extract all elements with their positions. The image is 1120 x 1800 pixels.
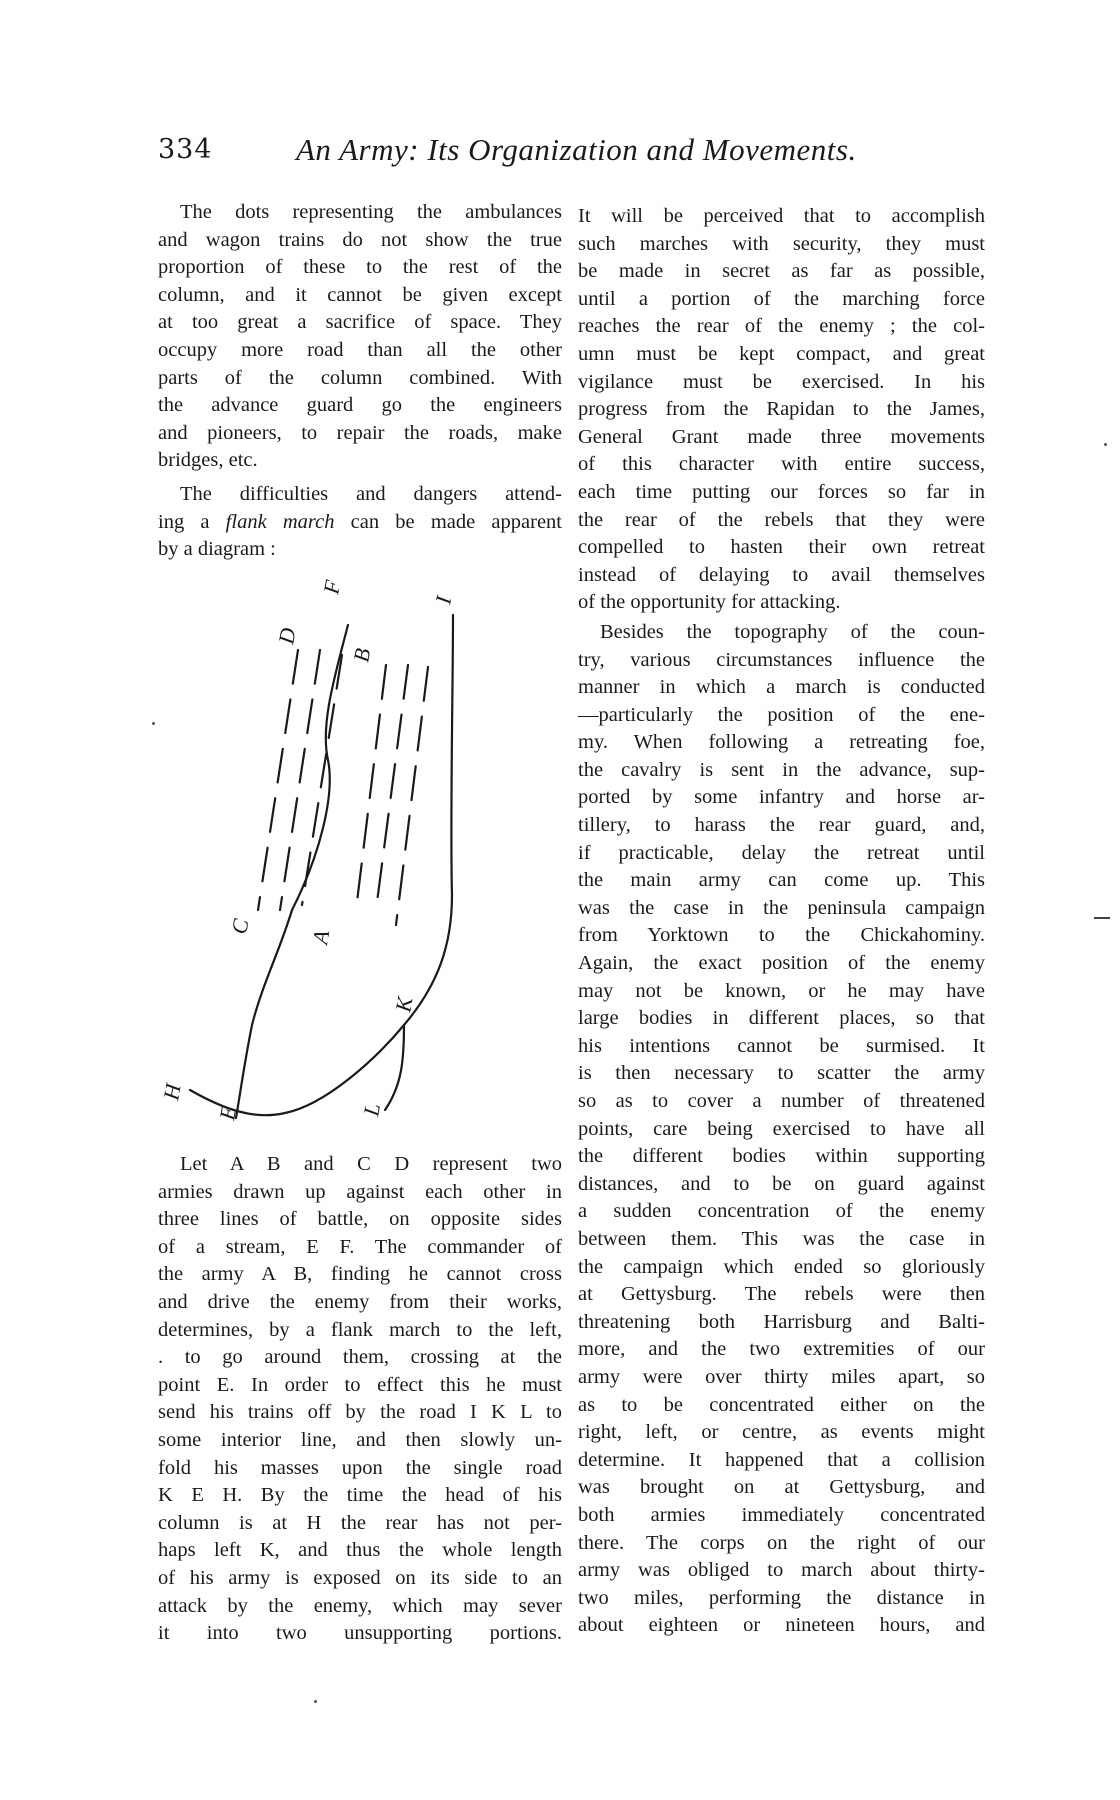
text-line: of a stream, E F. The commander of [158, 1235, 562, 1258]
text-line: large bodies in different places, so that [578, 1007, 985, 1030]
text-line: K E H. By the time the head of his [158, 1484, 562, 1507]
text-line: —particularly the position of the ene- [578, 703, 985, 726]
text-line: between them. This was the case in [578, 1227, 985, 1250]
page-number: 334 [158, 134, 213, 165]
text-line: Let A B and C D represent two [180, 1153, 562, 1175]
text-line: right, left, or centre, as events might [578, 1421, 985, 1444]
text-line: my. When following a retreating foe, [578, 731, 985, 754]
label-i: I [430, 594, 457, 606]
text-line: determines, by a flank march to the left, [158, 1318, 562, 1341]
text-line: the main army can come up. This [578, 869, 985, 892]
flank-march-term: flank march [225, 510, 335, 533]
label-k: K [390, 995, 418, 1014]
text-line: there. The corps on the right of our [578, 1531, 985, 1554]
text-line: column, and it cannot be given except [158, 283, 562, 306]
text-line: General Grant made three movements [578, 425, 985, 448]
left-column [158, 199, 562, 564]
battle-line [280, 650, 320, 910]
scan-speck [152, 722, 155, 725]
road-kl [385, 1025, 404, 1110]
text-run: can be made apparent [334, 510, 562, 533]
text-line: and drive the enemy from their works, [158, 1290, 562, 1313]
text-line: and pioneers, to repair the roads, make [158, 421, 562, 444]
label-e: E [214, 1104, 242, 1122]
paragraph-ambulances [158, 199, 562, 475]
text-line: two miles, performing the distance in [578, 1586, 985, 1609]
text-line: it into two unsupporting portions. [158, 1622, 562, 1645]
text-line: the rear of the rebels that they were [578, 508, 985, 531]
text-line: both armies immediately concentrated [578, 1503, 985, 1526]
text-line [158, 509, 562, 537]
flank-march-diagram [158, 565, 550, 1140]
text-line: be made in secret as far as possible, [578, 260, 985, 283]
text-line: of this character with entire success, [578, 453, 985, 476]
text-line: the army A B, finding he cannot cross [158, 1263, 562, 1286]
text-line: determine. It happened that a collision [578, 1448, 985, 1471]
text-line: at too great a sacrifice of space. They [158, 311, 562, 334]
scan-speck [314, 1700, 317, 1703]
paragraph-topography [578, 619, 985, 1640]
text-line: points, care being exercised to have all [578, 1117, 985, 1140]
text-line: is then necessary to scatter the army [578, 1062, 985, 1085]
text-line: tillery, to harass the rear guard, and, [578, 814, 985, 837]
text-line: Besides the topography of the coun- [600, 620, 985, 643]
text-line: occupy more road than all the other [158, 338, 562, 361]
text-line: The difficulties and dangers attend- [180, 482, 562, 505]
label-d: D [273, 625, 301, 646]
text-line: manner in which a march is conducted [578, 676, 985, 699]
road-ik [404, 615, 453, 1025]
text-line: army was obliged to march about thirty- [578, 1559, 985, 1582]
text-line: The dots representing the ambulances [180, 201, 562, 223]
text-line: fold his masses upon the single road [158, 1456, 562, 1479]
text-line: armies drawn up against each other in [158, 1180, 562, 1203]
battle-line [258, 650, 298, 910]
text-line: a sudden concentration of the enemy [578, 1200, 985, 1223]
text-line: three lines of battle, on opposite sides [158, 1208, 562, 1231]
text-line: at Gettysburg. The rebels were then [578, 1283, 985, 1306]
army-ab-lines [356, 665, 428, 925]
text-line: if practicable, delay the retreat until [578, 841, 985, 864]
text-line: of his army is exposed on its side to an [158, 1566, 562, 1589]
text-line: It will be perceived that to accomplish [578, 205, 985, 227]
label-c: C [226, 917, 254, 936]
text-line: may not be known, or he may have [578, 979, 985, 1002]
label-h: H [158, 1081, 186, 1102]
battle-line [302, 655, 342, 905]
text-line: point E. In order to effect this he must [158, 1373, 562, 1396]
text-line: the cavalry is sent in the advance, sup- [578, 758, 985, 781]
left-column-lower [158, 1151, 562, 1648]
scan-speck [1104, 443, 1107, 446]
text-line: as to be concentrated either on the [578, 1393, 985, 1416]
text-line: of the opportunity for attacking. [578, 591, 841, 614]
text-run: ing a [158, 510, 226, 533]
text-line: haps left K, and thus the whole length [158, 1539, 562, 1562]
text-line: by a diagram : [158, 538, 276, 561]
text-line: send his trains off by the road I K L to [158, 1401, 562, 1424]
label-f: F [318, 578, 346, 596]
text-line: threatening both Harrisburg and Balti- [578, 1310, 985, 1333]
text-line: his intentions cannot be surmised. It [578, 1034, 985, 1057]
text-line: about eighteen or nineteen hours, and [578, 1614, 985, 1637]
text-line: proportion of these to the rest of the [158, 256, 562, 279]
text-line: the advance guard go the engineers [158, 394, 562, 417]
text-line: the campaign which ended so gloriously [578, 1255, 985, 1278]
text-line: more, and the two extremities of our [578, 1338, 985, 1361]
text-line: and wagon trains do not show the true [158, 228, 562, 251]
battle-line [396, 667, 428, 925]
text-line: progress from the Rapidan to the James, [578, 398, 985, 421]
right-column [578, 203, 985, 1640]
text-line: . to go around them, crossing at the [158, 1346, 562, 1369]
text-line: try, various circumstances influence the [578, 648, 985, 671]
text-line: from Yorktown to the Chickahominy. [578, 924, 985, 947]
text-line: umn must be kept compact, and great [578, 342, 985, 365]
label-b: B [348, 646, 376, 664]
stream-ef [236, 625, 348, 1118]
text-line: some interior line, and then slowly un- [158, 1428, 562, 1451]
paragraph-secret-marches [578, 203, 985, 617]
text-line: compelled to hasten their own retreat [578, 536, 985, 559]
text-line: reaches the rear of the enemy ; the col- [578, 315, 985, 338]
text-line: vigilance must be exercised. In his [578, 370, 985, 393]
text-line: the different bodies within supporting [578, 1145, 985, 1168]
paragraph-let-ab-cd [158, 1151, 562, 1648]
text-line: ported by some infantry and horse ar- [578, 786, 985, 809]
text-line: was brought on at Gettysburg, and [578, 1476, 985, 1499]
text-line: column is at H the rear has not per- [158, 1511, 562, 1534]
road-keh [190, 1025, 404, 1115]
label-a: A [307, 928, 335, 946]
running-title: An Army: Its Organization and Movements. [296, 132, 857, 167]
text-line: distances, and to be on guard against [578, 1172, 985, 1195]
label-l: L [358, 1101, 386, 1118]
text-line: each time putting our forces so far in [578, 480, 985, 503]
text-line: attack by the enemy, which may sever [158, 1594, 562, 1617]
text-line: so as to cover a number of threatened [578, 1090, 985, 1112]
text-line: was the case in the peninsula campaign [578, 896, 985, 919]
scan-dash [1094, 917, 1110, 919]
page-header [158, 132, 988, 176]
text-line: Again, the exact position of the enemy [578, 952, 985, 975]
text-line: parts of the column combined. With [158, 366, 562, 389]
text-line: army were over thirty miles apart, so [578, 1365, 985, 1388]
text-line: until a portion of the marching force [578, 287, 985, 310]
paragraph-flank-march [158, 481, 562, 564]
text-line: bridges, etc. [158, 449, 258, 472]
text-line: such marches with security, they must [578, 232, 985, 255]
text-line: instead of delaying to avail themselves [578, 563, 985, 586]
